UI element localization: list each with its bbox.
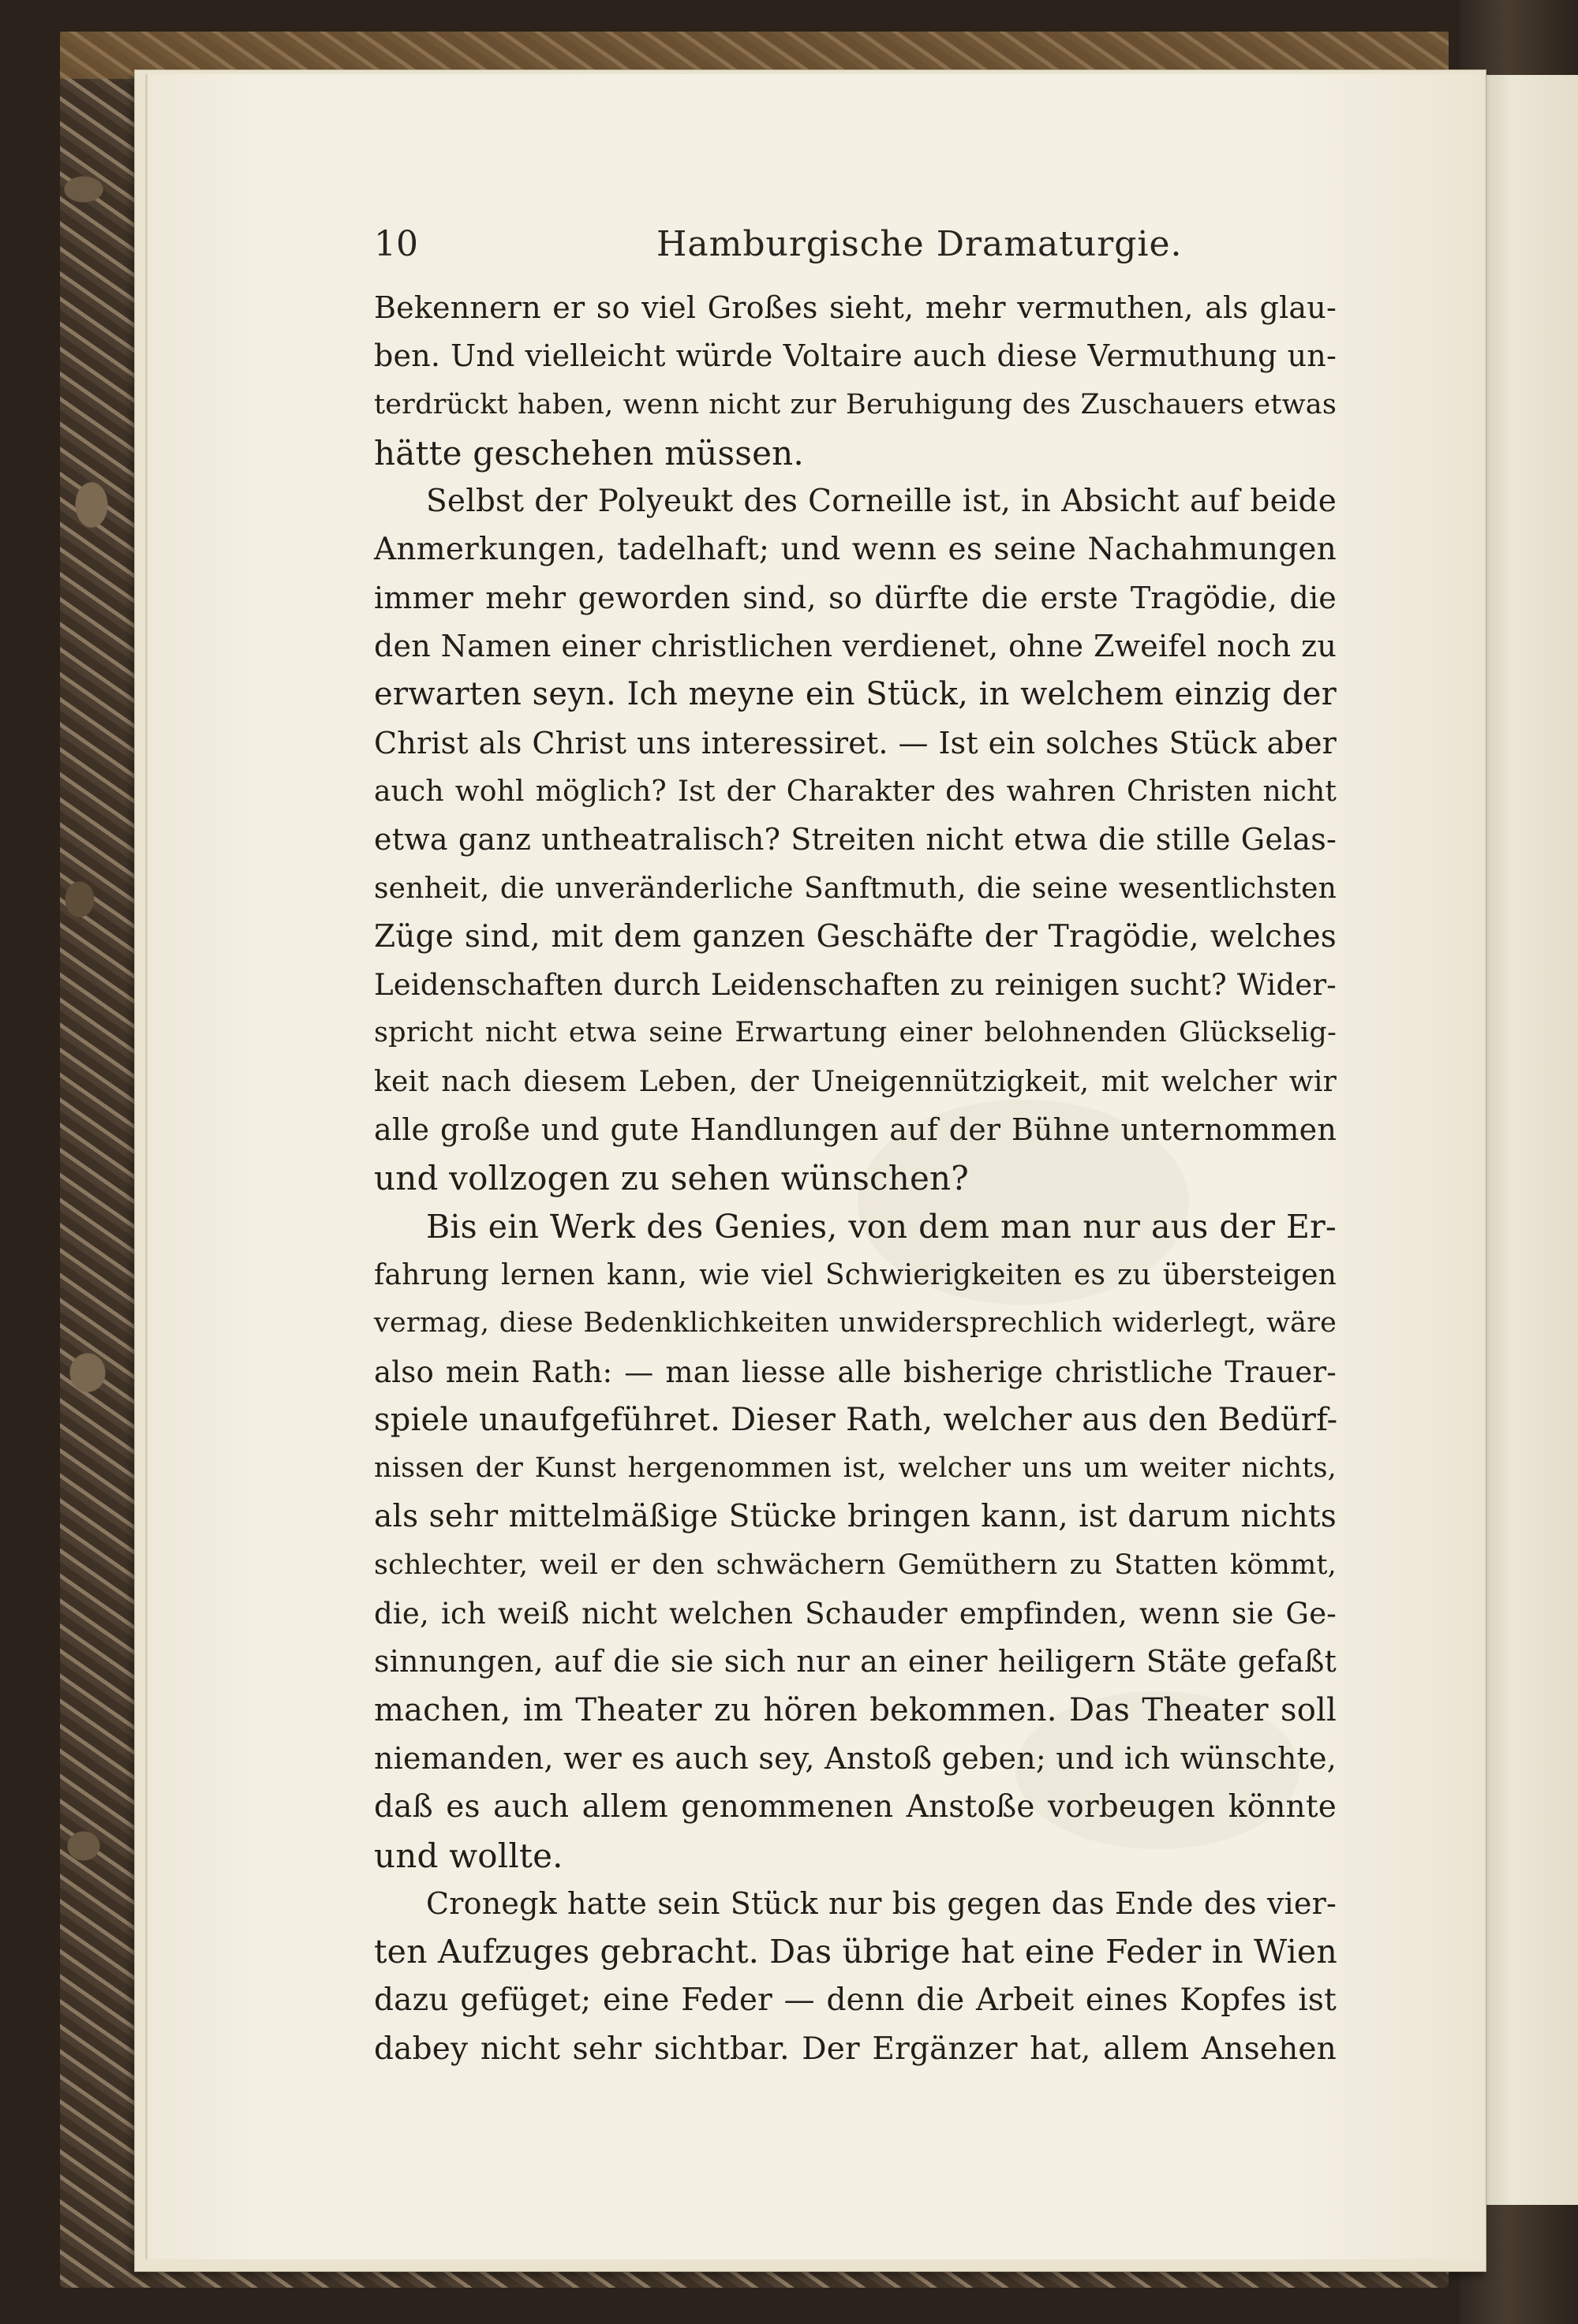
text-line: keit nach diesem Leben, der Uneigennützigkeit, mit welcher wir [374,1065,1337,1098]
text-line: immer mehr geworden sind, so dürfte die erste Tragödie, die [374,580,1337,615]
text-line: niemanden, wer es auch sey, Anstoß geben; und ich wünschte, [374,1740,1337,1776]
text-line: erwarten seyn. Ich meyne ein Stück, in welchem einzig der [374,676,1337,713]
text-line: also mein Rath: — man liesse alle bisherige christliche Trauer- [374,1354,1337,1389]
text-line: nissen der Kunst hergenommen ist, welcher uns um weiter nichts, [374,1452,1337,1485]
text-line: ben. Und vielleicht würde Voltaire auch diese Vermuthung un- [374,338,1337,374]
text-line: auch wohl möglich? Ist der Charakter des wahren Christen nicht [374,775,1337,808]
text-line: spiele unaufgeführet. Dieser Rath, welcher aus den Bedürf- [374,1401,1338,1438]
text-line: vermag, diese Bedenklichkeiten unwidersprechlich widerlegt, wäre [374,1307,1337,1339]
page-number: 10 [374,224,418,264]
text-line: Leidenschaften durch Leidenschaften zu reinigen sucht? Wider- [374,968,1337,1003]
text-line: Selbst der Polyeukt des Corneille ist, in Absicht auf beide [426,484,1337,520]
text-line: ten Aufzuges gebracht. Das übrige hat eine Feder in Wien [374,1933,1337,1971]
facing-page-edge [1483,75,1578,2205]
text-line: Bis ein Werk des Genies, von dem man nur aus der Er- [426,1207,1337,1246]
text-line: Christ als Christ uns interessiret. — Ist ein solches Stück aber [374,725,1337,760]
text-line: Bekennern er so viel Großes sieht, mehr vermuthen, als glau- [374,290,1337,325]
text-line: etwa ganz untheatralisch? Streiten nicht etwa die stille Gelas- [374,822,1337,857]
text-line: alle große und gute Handlungen auf der Bühne unternommen [374,1112,1337,1148]
text-line: schlechter, weil er den schwächern Gemüthern zu Statten kömmt, [374,1549,1337,1581]
text-line: die, ich weiß nicht welchen Schauder empfinden, wenn sie Ge- [374,1597,1337,1631]
text-line: spricht nicht etwa seine Erwartung einer belohnenden Glückselig- [374,1017,1337,1049]
text-line: Anmerkungen, tadelhaft; und wenn es seine Nachahmungen [374,532,1337,568]
text-line: und wollte. [374,1836,563,1875]
text-line: dabey nicht sehr sichtbar. Der Ergänzer hat, allem Ansehen [374,2031,1337,2067]
text-line: als sehr mittelmäßige Stücke bringen kann, ist darum nichts [374,1499,1337,1535]
text-line: hätte geschehen müssen. [374,433,804,473]
text-line: daß es auch allem genommenen Anstoße vorbeugen könnte [374,1789,1337,1825]
text-line: Cronegk hatte sein Stück nur bis gegen das Ende des vier- [426,1885,1337,1921]
text-line: terdrückt haben, wenn nicht zur Beruhigung des Zuschauers etwas [374,388,1337,420]
body-text [374,284,1337,2073]
text-line: Züge sind, mit dem ganzen Geschäfte der Tragödie, welches [374,918,1337,955]
text-line: dazu gefüget; eine Feder — denn die Arbeit eines Kopfes ist [374,1982,1337,2019]
running-head [374,224,1337,271]
text-line: senheit, die unveränderliche Sanftmuth, die seine wesentlichsten [374,872,1337,905]
running-title: Hamburgische Dramaturgie. [656,224,1183,264]
text-line: den Namen einer christlichen verdienet, ohne Zweifel noch zu [374,629,1337,664]
text-line: sinnungen, auf die sie sich nur an einer heiligern Stäte gefaßt [374,1644,1337,1679]
text-line: und vollzogen zu sehen wünschen? [374,1159,970,1198]
text-line: fahrung lernen kann, wie viel Schwierigkeiten es zu übersteigen [374,1258,1337,1291]
text-line: machen, im Theater zu hören bekommen. Das Theater soll [374,1691,1337,1728]
